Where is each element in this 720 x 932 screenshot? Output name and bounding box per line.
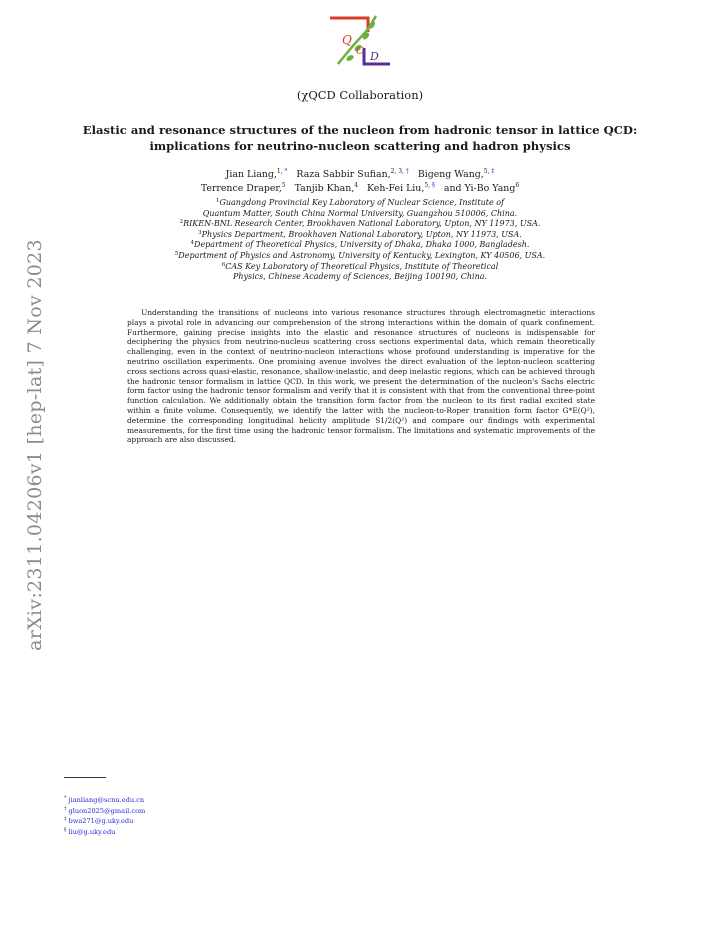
affiliation-line: $^4$Department of Theoretical Physics, University of Dhaka, Dhaka 1000, Bangladesh. — [190, 240, 530, 250]
affiliation-line: $^2$RIKEN-BNL Research Center, Brookhaven National Laboratory, Upton, NY 11973, USA. — [179, 219, 541, 229]
affiliation-line: Physics, Chinese Academy of Sciences, Beijing 100190, China. — [232, 272, 488, 282]
footnote: ‡ bwa271@g.uky.edu — [64, 816, 134, 826]
affiliation-list — [90, 198, 630, 283]
email-link[interactable]: jianliang@scnu.edu.cn — [68, 796, 145, 804]
footnote-link[interactable]: ‡ — [489, 168, 495, 175]
footnote-link[interactable]: † — [403, 168, 409, 175]
affiliation-line: $^1$Guangdong Provincial Key Laboratory of Nuclear Science, Institute of — [215, 198, 504, 207]
footnote-link[interactable]: * — [282, 168, 288, 175]
author-name: and Yi-Bo Yang — [443, 183, 516, 194]
title-line-2: implications for neutrino-nucleon scattering and hadron physics — [149, 139, 571, 153]
author-name: Bigeng Wang, — [417, 169, 484, 180]
email-link[interactable]: liu@g.uky.edu — [68, 827, 116, 836]
footnote-link[interactable]: § — [430, 182, 435, 189]
email-link[interactable]: gluon2025@gmail.com — [68, 806, 146, 815]
affiliation-line: $^3$Physics Department, Brookhaven National Laboratory, Upton, NY 11973, USA. — [198, 229, 522, 239]
author-name: Terrence Draper, — [200, 183, 282, 194]
affiliation-ref: 5 — [281, 182, 286, 189]
author-name: Tanjib Khan, — [294, 183, 355, 194]
paper-title — [60, 122, 660, 154]
affiliation-line: $^5$Department of Physics and Astronomy, University of Kentucky, Lexington, KY 40506, USA. — [174, 250, 546, 260]
affiliation-ref: 4 — [354, 182, 359, 189]
arxiv-identifier: arXiv:2311.04206v1 [hep-lat] 7 Nov 2023 — [24, 239, 46, 651]
footnote-rule — [64, 777, 106, 778]
abstract-text: Understanding the transitions of nucleons into various resonance structures through electromagnetic interactions plays a pivotal role in advancing our comprehension of the strong interactions within the domain of quark confinement. Furthermore, gaining precise insights into the elastic and resonance structures of nucleons is indispensable for deciphering the physics from neutrino-nucleus scattering cross sections experimental data, which remain theoretically challenging, even in the context of neutrino-nucleon interactions whose profound understanding is imperative for the neutrino oscillation experiments. One promising avenue involves the direct evaluation of the lepton-nucleon scattering cross sections across quasi-elastic, resonance, shallow-inelastic, and deep inelastic regions, which can be achieved through the hadronic tensor formalism in lattice QCD. In this work, we present the determination of the nucleon's Sachs electric form factor using the hadronic tensor formalism and verify that it is consistent with that from the conventional three-point function calculation. We additionally obtain the transition form factor from the nucleon to its first radial excited state within a finite volume. Consequently, we identify the latter with the nucleon-to-Roper transition form factor G*E(Q²), determine the corresponding longitudinal helicity amplitude S1/2(Q²) and compare our findings with experimental measurements, for the first time using the hadronic tensor formalism. The limitations and systematic improvements of the approach are also discussed. — [127, 308, 595, 445]
arxiv-sidebar-stamp — [0, 239, 70, 651]
author-list — [90, 168, 630, 196]
logo-red-stroke — [330, 18, 368, 32]
affiliation-ref: 5, — [483, 168, 490, 175]
logo-letter-c: C — [356, 46, 364, 57]
affiliation-ref: 6 — [515, 182, 520, 189]
collaboration-name: (χQCD Collaboration) — [296, 88, 424, 102]
author-name: Raza Sabbir Sufian, — [296, 169, 391, 180]
chiqcd-logo — [328, 14, 392, 74]
affiliation-ref: 1, — [276, 168, 283, 175]
affiliation-ref: 2, 3, — [390, 168, 404, 175]
author-name: Keh-Fei Liu, — [367, 183, 425, 194]
email-link[interactable]: bwa271@g.uky.edu — [68, 817, 134, 826]
abstract — [127, 308, 595, 445]
affiliation-ref: 5, — [424, 182, 431, 189]
logo-letter-q: Q — [342, 33, 352, 47]
affiliation-line: $^6$CAS Key Laboratory of Theoretical Physics, Institute of Theoretical — [221, 261, 499, 271]
author-line-1 — [90, 168, 630, 182]
author-name: Jian Liang, — [225, 169, 277, 180]
author-line-2 — [90, 182, 630, 196]
affiliation-line: Quantum Matter, South China Normal University, Guangzhou 510006, China. — [202, 208, 518, 218]
title-line-1: Elastic and resonance structures of the nucleon from hadronic tensor in lattice QCD: — [82, 123, 638, 137]
footnote: § liu@g.uky.edu — [64, 826, 116, 836]
footnotes — [64, 795, 364, 837]
logo-letter-d: D — [370, 50, 379, 63]
footnote: * jianliang@scnu.edu.cn — [64, 795, 145, 804]
footnote: † gluon2025@gmail.com — [64, 805, 146, 815]
